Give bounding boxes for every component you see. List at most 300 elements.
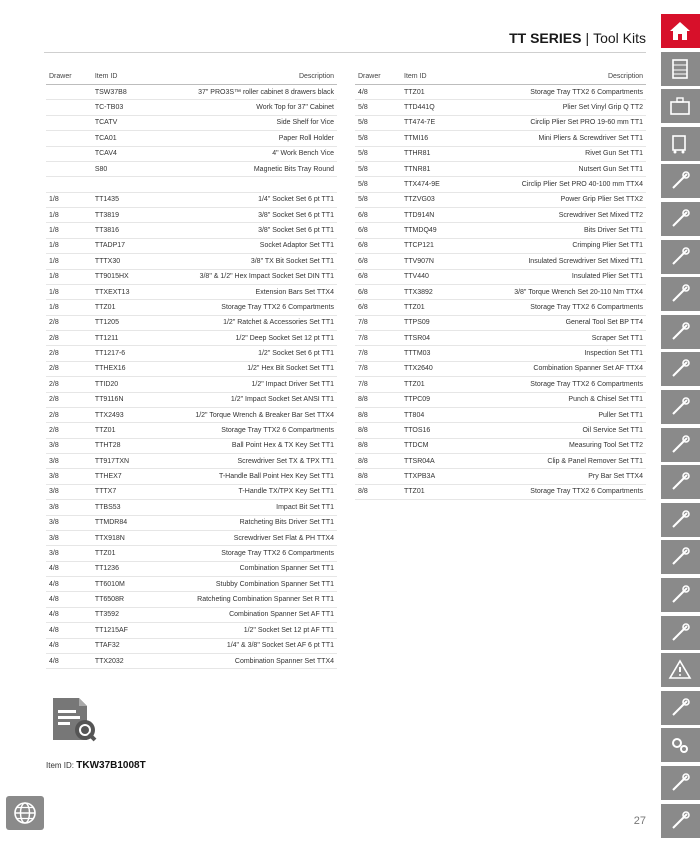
- cell-description: Nutsert Gun Set TT1: [502, 161, 646, 176]
- automotive-icon: [668, 696, 692, 720]
- cell-item-id: S80: [92, 161, 192, 176]
- cell-description: 3/8" Torque Wrench Set 20-110 Nm TTX4: [502, 284, 646, 299]
- table-row: [46, 577, 337, 592]
- cell-item-id: TT1435: [92, 192, 192, 207]
- table-row: [46, 438, 337, 453]
- cell-description: 1/2" Ratchet & Accessories Set TT1: [192, 315, 337, 330]
- parts-table-left: [46, 69, 337, 669]
- sidebar-tab-torque-wrench[interactable]: [661, 390, 700, 424]
- sidebar-tab-drawer[interactable]: [661, 240, 700, 274]
- table-row: [46, 131, 337, 146]
- cell-drawer: [46, 85, 92, 100]
- col-header-item-id: Item ID: [401, 69, 502, 85]
- cell-description: Insulated Plier Set TT1: [502, 269, 646, 284]
- sidebar-tab-pullers[interactable]: [661, 616, 700, 650]
- cell-description: Scraper Set TT1: [502, 331, 646, 346]
- warning-icon: [668, 658, 692, 682]
- cell-item-id: TTSR04: [401, 331, 502, 346]
- cell-description: Circlip Plier Set PRO 40-100 mm TTX4: [502, 177, 646, 192]
- table-row: [46, 238, 337, 253]
- tool-trolley-icon: [668, 132, 692, 156]
- cell-item-id: TT1217-6: [92, 346, 192, 361]
- sidebar-tab-box[interactable]: [661, 277, 700, 311]
- cell-description: Combination Spanner Set TTX4: [192, 653, 337, 668]
- cell-drawer: 7/8: [355, 377, 401, 392]
- box-icon: [668, 282, 692, 306]
- table-row: [46, 469, 337, 484]
- drawer-icon: [668, 245, 692, 269]
- cell-item-id: TCA01: [92, 131, 192, 146]
- cell-drawer: 6/8: [355, 269, 401, 284]
- cell-description: Side Shelf for Vice: [192, 115, 337, 130]
- cell-item-id: TTMI16: [401, 131, 502, 146]
- table-row: [46, 607, 337, 622]
- cell-description: 1/4" Socket Set 6 pt TT1: [192, 192, 337, 207]
- cell-description: Screwdriver Set Mixed TT2: [502, 208, 646, 223]
- sidebar-tab-automotive[interactable]: [661, 691, 700, 725]
- table-row: [46, 161, 337, 176]
- cell-item-id: TTHEX7: [92, 469, 192, 484]
- cell-item-id: TTSR04A: [401, 454, 502, 469]
- gears-icon: [668, 733, 692, 757]
- cell-description: General Tool Set BP TT4: [502, 315, 646, 330]
- sidebar-tab-insulated-tool[interactable]: [661, 465, 700, 499]
- sidebar-tab-socket[interactable]: [661, 164, 700, 198]
- cell-description: Clip & Panel Remover Set TT1: [502, 454, 646, 469]
- col-header-description: Description: [502, 69, 646, 85]
- table-row: [46, 561, 337, 576]
- cell-item-id: TTHT28: [92, 438, 192, 453]
- cell-drawer: 5/8: [355, 131, 401, 146]
- cell-drawer: 4/8: [46, 577, 92, 592]
- cell-drawer: 3/8: [46, 500, 92, 515]
- sidebar-tab-pliers[interactable]: [661, 428, 700, 462]
- table-row: [46, 208, 337, 223]
- cell-item-id: TT1205: [92, 315, 192, 330]
- cell-item-id: TTXPB3A: [401, 469, 502, 484]
- sidebar-tab-warning[interactable]: [661, 653, 700, 687]
- col-header-drawer: Drawer: [46, 69, 92, 85]
- cell-description: 1/4" & 3/8" Socket Set AF 6 pt TT1: [192, 638, 337, 653]
- table-row: [355, 346, 646, 361]
- cell-drawer: 1/8: [46, 269, 92, 284]
- cell-item-id: TTDCM: [401, 438, 502, 453]
- cell-drawer: 5/8: [355, 177, 401, 192]
- cell-item-id: TTX2640: [401, 361, 502, 376]
- globe-button[interactable]: [6, 796, 44, 830]
- cell-description: 1/2" Socket Set 6 pt TT1: [192, 346, 337, 361]
- table-row: [46, 361, 337, 376]
- pliers-icon: [668, 433, 692, 457]
- cell-item-id: TT9116N: [92, 392, 192, 407]
- cell-description: Power Grip Plier Set TTX2: [502, 192, 646, 207]
- cell-item-id: TT474-7E: [401, 115, 502, 130]
- globe-icon: [13, 801, 37, 825]
- cell-description: Work Top for 37" Cabinet: [192, 100, 337, 115]
- cell-description: Pry Bar Set TTX4: [502, 469, 646, 484]
- cell-item-id: TT9015HX: [92, 269, 192, 284]
- cell-description: T-Handle Ball Point Hex Key Set TT1: [192, 469, 337, 484]
- cell-description: 3/8" Socket Set 6 pt TT1: [192, 208, 337, 223]
- cell-item-id: TTNR81: [401, 161, 502, 176]
- cell-description: 1/2" Hex Bit Socket Set TT1: [192, 361, 337, 376]
- insulated-tool-icon: [668, 470, 692, 494]
- cell-drawer: 3/8: [46, 454, 92, 469]
- cell-item-id: TT917TXN: [92, 454, 192, 469]
- table-row: [355, 438, 646, 453]
- cell-description: 1/2" Socket Set 12 pt AF TT1: [192, 623, 337, 638]
- cell-description: 3/8" TX Bit Socket Set TT1: [192, 254, 337, 269]
- table-row: [46, 223, 337, 238]
- table-row: [355, 454, 646, 469]
- cell-item-id: TTV440: [401, 269, 502, 284]
- cell-drawer: 3/8: [46, 515, 92, 530]
- table-row: [46, 623, 337, 638]
- cell-item-id: TTCP121: [401, 238, 502, 253]
- cell-item-id: TTMDQ49: [401, 223, 502, 238]
- item-id-label: Item ID:: [46, 761, 75, 770]
- cell-description: Rivet Gun Set TT1: [502, 146, 646, 161]
- cell-description: Extension Bars Set TTX4: [192, 284, 337, 299]
- table-row: [46, 100, 337, 115]
- cell-item-id: TTV907N: [401, 254, 502, 269]
- table-row: [355, 484, 646, 499]
- sidebar-tab-lamp[interactable]: [661, 540, 700, 574]
- hammer-icon: [668, 508, 692, 532]
- sidebar-tab-tool-cabinet[interactable]: [661, 52, 700, 86]
- page-number: 27: [633, 815, 646, 827]
- table-row: [46, 515, 337, 530]
- cell-description: Combination Spanner Set AF TTX4: [502, 361, 646, 376]
- cell-item-id: TTZ01: [401, 484, 502, 499]
- cell-drawer: 2/8: [46, 315, 92, 330]
- cell-drawer: 8/8: [355, 392, 401, 407]
- cell-description: 37" PRO3S™ roller cabinet 8 drawers black: [192, 85, 337, 100]
- cell-drawer: 6/8: [355, 223, 401, 238]
- table-row: [46, 407, 337, 422]
- cell-item-id: TC-TB03: [92, 100, 192, 115]
- table-row: [46, 146, 337, 161]
- table-row: [46, 192, 337, 207]
- cell-item-id: TTPC09: [401, 392, 502, 407]
- cell-item-id: TTTX30: [92, 254, 192, 269]
- category-sidebar: [661, 14, 700, 844]
- cell-item-id: TTBS53: [92, 500, 192, 515]
- table-row: [46, 500, 337, 515]
- cell-drawer: 2/8: [46, 361, 92, 376]
- item-id-line: [46, 760, 146, 771]
- table-row: [355, 146, 646, 161]
- cell-item-id: TTPS09: [401, 315, 502, 330]
- cell-drawer: [46, 131, 92, 146]
- table-row: [46, 530, 337, 545]
- cell-item-id: TT3816: [92, 223, 192, 238]
- cell-drawer: 6/8: [355, 254, 401, 269]
- cell-drawer: 4/8: [46, 592, 92, 607]
- cell-description: Storage Tray TTX2 6 Compartments: [502, 377, 646, 392]
- measuring-icon: [668, 583, 692, 607]
- cell-item-id: TT3592: [92, 607, 192, 622]
- cell-drawer: 1/8: [46, 208, 92, 223]
- sidebar-tab-screwdriver[interactable]: [661, 315, 700, 349]
- cell-drawer: 4/8: [355, 85, 401, 100]
- cell-drawer: 8/8: [355, 438, 401, 453]
- series-title: TT SERIES: [509, 30, 582, 46]
- sidebar-tab-power-tool[interactable]: [661, 766, 700, 800]
- cell-drawer: 8/8: [355, 423, 401, 438]
- spanner-icon: [668, 207, 692, 231]
- cell-drawer: 4/8: [46, 607, 92, 622]
- cell-item-id: TTOS16: [401, 423, 502, 438]
- cell-description: Crimping Plier Set TT1: [502, 238, 646, 253]
- cell-drawer: [46, 146, 92, 161]
- cell-description: Paper Roll Holder: [192, 131, 337, 146]
- table-row: [355, 269, 646, 284]
- cell-description: Storage Tray TTX2 6 Compartments: [192, 300, 337, 315]
- bits-icon: [668, 357, 692, 381]
- sidebar-tab-tool-case[interactable]: [661, 89, 700, 123]
- cell-item-id: TCATV: [92, 115, 192, 130]
- cell-item-id: [92, 177, 192, 192]
- table-row: [46, 284, 337, 299]
- cell-item-id: TTX2032: [92, 653, 192, 668]
- table-row: [355, 161, 646, 176]
- cell-item-id: TT1215AF: [92, 623, 192, 638]
- cell-item-id: TTX918N: [92, 530, 192, 545]
- cell-drawer: 6/8: [355, 208, 401, 223]
- cell-item-id: TTX474-9E: [401, 177, 502, 192]
- cell-description: Bits Driver Set TT1: [502, 223, 646, 238]
- cell-item-id: TTTM03: [401, 346, 502, 361]
- cell-drawer: 2/8: [46, 423, 92, 438]
- cell-item-id: TTADP17: [92, 238, 192, 253]
- sidebar-tab-gears[interactable]: [661, 728, 700, 762]
- table-row: [355, 177, 646, 192]
- page-header: [44, 30, 646, 53]
- cell-drawer: 3/8: [46, 469, 92, 484]
- cell-item-id: TTMDR84: [92, 515, 192, 530]
- cell-drawer: 1/8: [46, 300, 92, 315]
- cell-item-id: TTD914N: [401, 208, 502, 223]
- table-row: [355, 131, 646, 146]
- cell-drawer: 3/8: [46, 484, 92, 499]
- cell-item-id: TT1236: [92, 561, 192, 576]
- cell-item-id: TCAV4: [92, 146, 192, 161]
- table-row: [355, 100, 646, 115]
- sidebar-tab-measuring[interactable]: [661, 578, 700, 612]
- cell-drawer: 8/8: [355, 484, 401, 499]
- table-row: [46, 115, 337, 130]
- cell-description: 3/8" & 1/2" Hex Impact Socket Set DIN TT1: [192, 269, 337, 284]
- cell-item-id: TTHR81: [401, 146, 502, 161]
- cell-description: Punch & Chisel Set TT1: [502, 392, 646, 407]
- table-row: [355, 254, 646, 269]
- table-row: [355, 377, 646, 392]
- table-row: [46, 484, 337, 499]
- table-row: [355, 300, 646, 315]
- table-row: [46, 653, 337, 668]
- power-tool-icon: [668, 771, 692, 795]
- cell-description: Insulated Screwdriver Set Mixed TT1: [502, 254, 646, 269]
- cell-description: Ratcheting Bits Driver Set TT1: [192, 515, 337, 530]
- cell-description: Ball Point Hex & TX Key Set TT1: [192, 438, 337, 453]
- table-row: [355, 469, 646, 484]
- cell-drawer: 1/8: [46, 238, 92, 253]
- cell-description: Circlip Plier Set PRO 19-60 mm TT1: [502, 115, 646, 130]
- sidebar-tab-chisel[interactable]: [661, 804, 700, 838]
- table-row: [46, 300, 337, 315]
- table-row: [46, 346, 337, 361]
- cell-description: 4" Work Bench Vice: [192, 146, 337, 161]
- cell-drawer: 8/8: [355, 469, 401, 484]
- cell-description: Mini Pliers & Screwdriver Set TT1: [502, 131, 646, 146]
- table-header-row: [46, 69, 337, 85]
- cell-description: Combination Spanner Set TT1: [192, 561, 337, 576]
- cell-item-id: TTZVG03: [401, 192, 502, 207]
- cell-item-id: TTX3892: [401, 284, 502, 299]
- cell-description: 1/2" Deep Socket Set 12 pt TT1: [192, 331, 337, 346]
- header-separator: |: [585, 30, 590, 46]
- table-row: [355, 85, 646, 100]
- cell-drawer: [46, 100, 92, 115]
- cell-drawer: 5/8: [355, 146, 401, 161]
- table-row: [46, 638, 337, 653]
- cell-drawer: 1/8: [46, 192, 92, 207]
- cell-item-id: TTX2493: [92, 407, 192, 422]
- cell-drawer: [46, 177, 92, 192]
- table-row: [355, 392, 646, 407]
- cell-description: Screwdriver Set TX & TPX TT1: [192, 454, 337, 469]
- sidebar-tab-home[interactable]: [661, 14, 700, 48]
- table-row: [46, 254, 337, 269]
- table-row: [46, 423, 337, 438]
- cell-description: 1/2" Impact Socket Set ANSI TT1: [192, 392, 337, 407]
- parts-table-right: [355, 69, 646, 500]
- cell-item-id: TTXEXT13: [92, 284, 192, 299]
- sidebar-tab-spanner[interactable]: [661, 202, 700, 236]
- cell-item-id: TT6508R: [92, 592, 192, 607]
- cell-description: T-Handle TX/TPX Key Set TT1: [192, 484, 337, 499]
- cell-drawer: 2/8: [46, 407, 92, 422]
- cell-item-id: TTD441Q: [401, 100, 502, 115]
- cell-drawer: 5/8: [355, 192, 401, 207]
- cell-drawer: 8/8: [355, 454, 401, 469]
- cell-description: [192, 177, 337, 192]
- cell-description: Storage Tray TTX2 6 Compartments: [502, 484, 646, 499]
- table-row: [46, 315, 337, 330]
- header-subtitle: Tool Kits: [593, 30, 646, 46]
- table-row: [355, 115, 646, 130]
- torque-wrench-icon: [668, 395, 692, 419]
- cell-description: Puller Set TT1: [502, 407, 646, 422]
- cell-item-id: TTID20: [92, 377, 192, 392]
- cell-item-id: TTZ01: [92, 300, 192, 315]
- cell-drawer: 3/8: [46, 530, 92, 545]
- cell-item-id: TTZ01: [401, 377, 502, 392]
- cell-drawer: 6/8: [355, 238, 401, 253]
- table-header-row: [355, 69, 646, 85]
- sidebar-tab-bits[interactable]: [661, 352, 700, 386]
- table-row: [46, 546, 337, 561]
- home-icon: [668, 19, 692, 43]
- cell-item-id: TTAF32: [92, 638, 192, 653]
- cell-description: 1/2" Impact Driver Set TT1: [192, 377, 337, 392]
- cell-drawer: 2/8: [46, 331, 92, 346]
- table-row: [46, 392, 337, 407]
- cell-drawer: 7/8: [355, 315, 401, 330]
- cell-description: Ratcheting Combination Spanner Set R TT1: [192, 592, 337, 607]
- cell-description: 1/2" Torque Wrench & Breaker Bar Set TTX4: [192, 407, 337, 422]
- cell-drawer: 3/8: [46, 438, 92, 453]
- cell-description: Measuring Tool Set TT2: [502, 438, 646, 453]
- sidebar-tab-tool-trolley[interactable]: [661, 127, 700, 161]
- cell-description: Screwdriver Set Flat & PH TTX4: [192, 530, 337, 545]
- table-row: [355, 192, 646, 207]
- table-row: [46, 592, 337, 607]
- tool-cabinet-icon: [668, 57, 692, 81]
- table-row: [355, 407, 646, 422]
- cell-description: Socket Adaptor Set TT1: [192, 238, 337, 253]
- table-row: [46, 269, 337, 284]
- col-header-item-id: Item ID: [92, 69, 192, 85]
- cell-drawer: 1/8: [46, 284, 92, 299]
- cell-drawer: 5/8: [355, 115, 401, 130]
- item-id-value: TKW37B1008T: [76, 760, 146, 771]
- lamp-icon: [668, 545, 692, 569]
- cell-drawer: 6/8: [355, 284, 401, 299]
- cell-description: Combination Spanner Set AF TT1: [192, 607, 337, 622]
- cell-item-id: TT3819: [92, 208, 192, 223]
- cell-item-id: TSW37B8: [92, 85, 192, 100]
- cell-description: Plier Set Vinyl Grip Q TT2: [502, 100, 646, 115]
- cell-drawer: 1/8: [46, 223, 92, 238]
- cell-drawer: 4/8: [46, 653, 92, 668]
- table-row: [46, 377, 337, 392]
- cell-drawer: 8/8: [355, 407, 401, 422]
- chisel-icon: [668, 809, 692, 833]
- cell-drawer: 4/8: [46, 638, 92, 653]
- cell-drawer: 2/8: [46, 392, 92, 407]
- cell-drawer: 5/8: [355, 100, 401, 115]
- cell-drawer: 7/8: [355, 346, 401, 361]
- cell-description: Oil Service Set TT1: [502, 423, 646, 438]
- table-row: [355, 223, 646, 238]
- table-row: [46, 331, 337, 346]
- tool-case-icon: [668, 94, 692, 118]
- cell-drawer: 2/8: [46, 346, 92, 361]
- cell-description: Stubby Combination Spanner Set TT1: [192, 577, 337, 592]
- table-row: [46, 454, 337, 469]
- cell-item-id: TTZ01: [92, 546, 192, 561]
- cell-description: 3/8" Socket Set 6 pt TT1: [192, 223, 337, 238]
- cell-description: Storage Tray TTX2 6 Compartments: [192, 546, 337, 561]
- table-row: [355, 423, 646, 438]
- table-row: [355, 361, 646, 376]
- cell-drawer: 5/8: [355, 161, 401, 176]
- table-row: [355, 315, 646, 330]
- cell-item-id: TTTX7: [92, 484, 192, 499]
- cell-drawer: 7/8: [355, 331, 401, 346]
- cell-description: Magnetic Bits Tray Round: [192, 161, 337, 176]
- document-search-icon: [49, 696, 99, 744]
- pullers-icon: [668, 621, 692, 645]
- socket-icon: [668, 169, 692, 193]
- cell-description: Storage Tray TTX2 6 Compartments: [192, 423, 337, 438]
- sidebar-tab-hammer[interactable]: [661, 503, 700, 537]
- cell-drawer: 4/8: [46, 561, 92, 576]
- table-row: [355, 238, 646, 253]
- table-row: [355, 331, 646, 346]
